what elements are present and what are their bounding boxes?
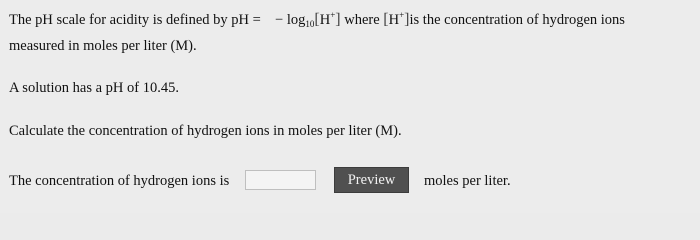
- definition-text: The pH scale for acidity is defined by pH =: [9, 12, 261, 28]
- question-text: Calculate the concentration of hydrogen ions in moles per liter (M).: [9, 123, 402, 139]
- answer-input[interactable]: [245, 170, 316, 190]
- definition-line-1: [9, 11, 625, 29]
- definition-line-2: measured in moles per liter (M).: [9, 38, 197, 54]
- log-function: log: [286, 12, 306, 28]
- bracket-close-2: ]: [404, 11, 410, 28]
- answer-prompt: The concentration of hydrogen ions is: [9, 173, 230, 189]
- log-base: 10: [305, 19, 315, 29]
- preview-button[interactable]: Preview: [334, 167, 409, 193]
- bracket-open: [: [314, 11, 320, 28]
- definition-text-2: is the concentration of hydrogen ions: [409, 12, 625, 28]
- minus-sign: −: [275, 12, 284, 28]
- bracket-close: ]: [335, 11, 341, 28]
- hydrogen-ion-2: H: [388, 12, 400, 28]
- ion-charge-2: +: [399, 10, 405, 20]
- bracket-open-2: [: [383, 11, 389, 28]
- answer-units: moles per liter.: [424, 173, 511, 189]
- given-statement: A solution has a pH of 10.45.: [9, 80, 179, 96]
- hydrogen-ion: H: [319, 12, 331, 28]
- where-word: where: [344, 12, 380, 28]
- ion-charge: +: [330, 10, 336, 20]
